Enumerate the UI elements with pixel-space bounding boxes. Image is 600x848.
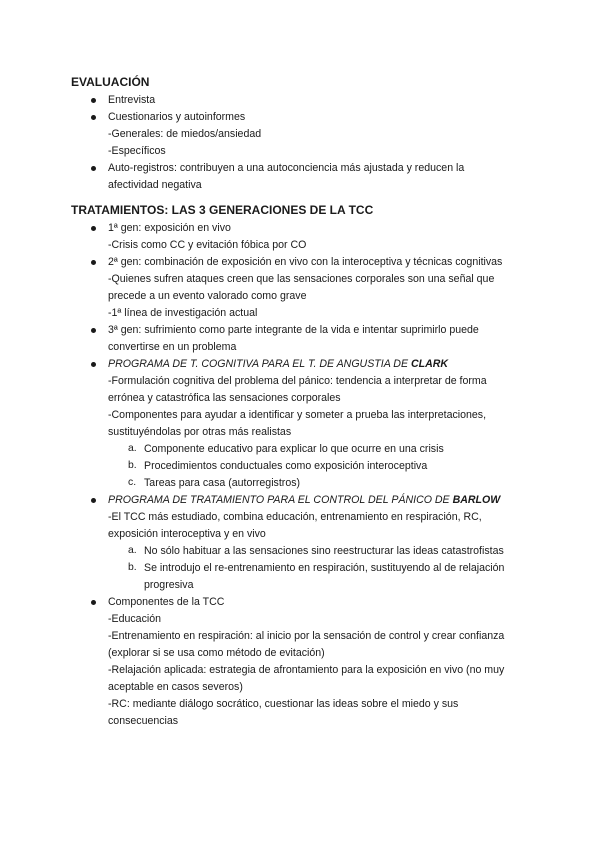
list-item: -Relajación aplicada: estrategia de afrontamiento para la exposición en vivo (no muy (108, 664, 505, 676)
sub-item: Tareas para casa (autorregistros) (144, 477, 301, 489)
list-item: Auto-registros: contribuyen a una autoconciencia más ajustada y reducen la (108, 162, 465, 174)
program-title-clark (108, 357, 448, 371)
list-item: -RC: mediante diálogo socrático, cuestionar las ideas sobre el miedo y sus (108, 698, 459, 710)
list-item: consecuencias (108, 715, 179, 727)
sub-label: a. (128, 443, 137, 454)
list-item: afectividad negativa (108, 179, 202, 191)
list-item: Componentes de la TCC (108, 596, 225, 608)
list-item: 1ª gen: exposición en vivo (108, 222, 231, 234)
list-item: -Componentes para ayudar a identificar y someter a prueba las interpretaciones, (108, 409, 487, 421)
list-item: (explorar si se usa como método de evitación) (108, 647, 325, 659)
bullet (91, 260, 96, 265)
heading-evaluacion: EVALUACIÓN (71, 75, 150, 89)
list-item: precede a un evento valorado como grave (108, 290, 307, 302)
list-item: -Educación (108, 613, 161, 625)
list-item: -Crisis como CC y evitación fóbica por CO (108, 239, 307, 251)
list-item: -Formulación cognitiva del problema del pánico: tendencia a interpretar de forma (108, 375, 487, 387)
list-item: aceptable en casos severos) (108, 681, 243, 693)
list-item: 2ª gen: combinación de exposición en vivo con la interoceptiva y técnicas cognitivas (108, 256, 503, 268)
bullet (91, 600, 96, 605)
list-item: Cuestionarios y autoinformes (108, 111, 246, 123)
sub-label: b. (128, 460, 137, 471)
list-item: sustituyéndolas por otras más realistas (108, 426, 292, 438)
bullet (91, 498, 96, 503)
bullet (91, 362, 96, 367)
program-author: BARLOW (452, 494, 501, 506)
sub-item-continued: progresiva (144, 579, 194, 591)
program-title-text: PROGRAMA DE T. COGNITIVA PARA EL T. DE ANGUSTIA DE (108, 358, 411, 370)
bullet (91, 115, 96, 120)
list-item: -Específicos (108, 145, 166, 157)
list-item: -El TCC más estudiado, combina educación, entrenamiento en respiración, RC, (108, 511, 482, 523)
sub-label: b. (128, 562, 137, 573)
sub-item: No sólo habituar a las sensaciones sino reestructurar las ideas catastrofistas (144, 545, 504, 557)
list-item: errónea y catastrófica las sensaciones corporales (108, 392, 341, 404)
program-title-text: PROGRAMA DE TRATAMIENTO PARA EL CONTROL DEL PÁNICO DE (108, 494, 453, 506)
sub-item: Se introdujo el re-entrenamiento en respiración, sustituyendo al de relajación (144, 562, 505, 574)
list-item: -Quienes sufren ataques creen que las sensaciones corporales son una señal que (108, 273, 495, 285)
list-item: -Generales: de miedos/ansiedad (108, 128, 262, 140)
program-title-barlow (108, 493, 500, 507)
bullet (91, 226, 96, 231)
bullet (91, 98, 96, 103)
list-item: exposición interoceptiva y en vivo (108, 528, 266, 540)
list-item: convertirse en un problema (108, 341, 237, 353)
bullet (91, 328, 96, 333)
sub-label: c. (128, 477, 137, 488)
list-item: -1ª línea de investigación actual (108, 307, 258, 319)
sub-label: a. (128, 545, 137, 556)
bullet (91, 166, 96, 171)
heading-tratamientos: TRATAMIENTOS: LAS 3 GENERACIONES DE LA TCC (71, 203, 374, 217)
program-author: CLARK (410, 358, 449, 370)
list-item: 3ª gen: sufrimiento como parte integrante de la vida e intentar suprimirlo puede (108, 324, 479, 336)
list-item: -Entrenamiento en respiración: al inicio por la sensación de control y crear confianza (108, 630, 505, 642)
sub-item: Componente educativo para explicar lo que ocurre en una crisis (144, 443, 444, 455)
sub-item: Procedimientos conductuales como exposición interoceptiva (144, 460, 428, 472)
list-item: Entrevista (108, 94, 156, 106)
